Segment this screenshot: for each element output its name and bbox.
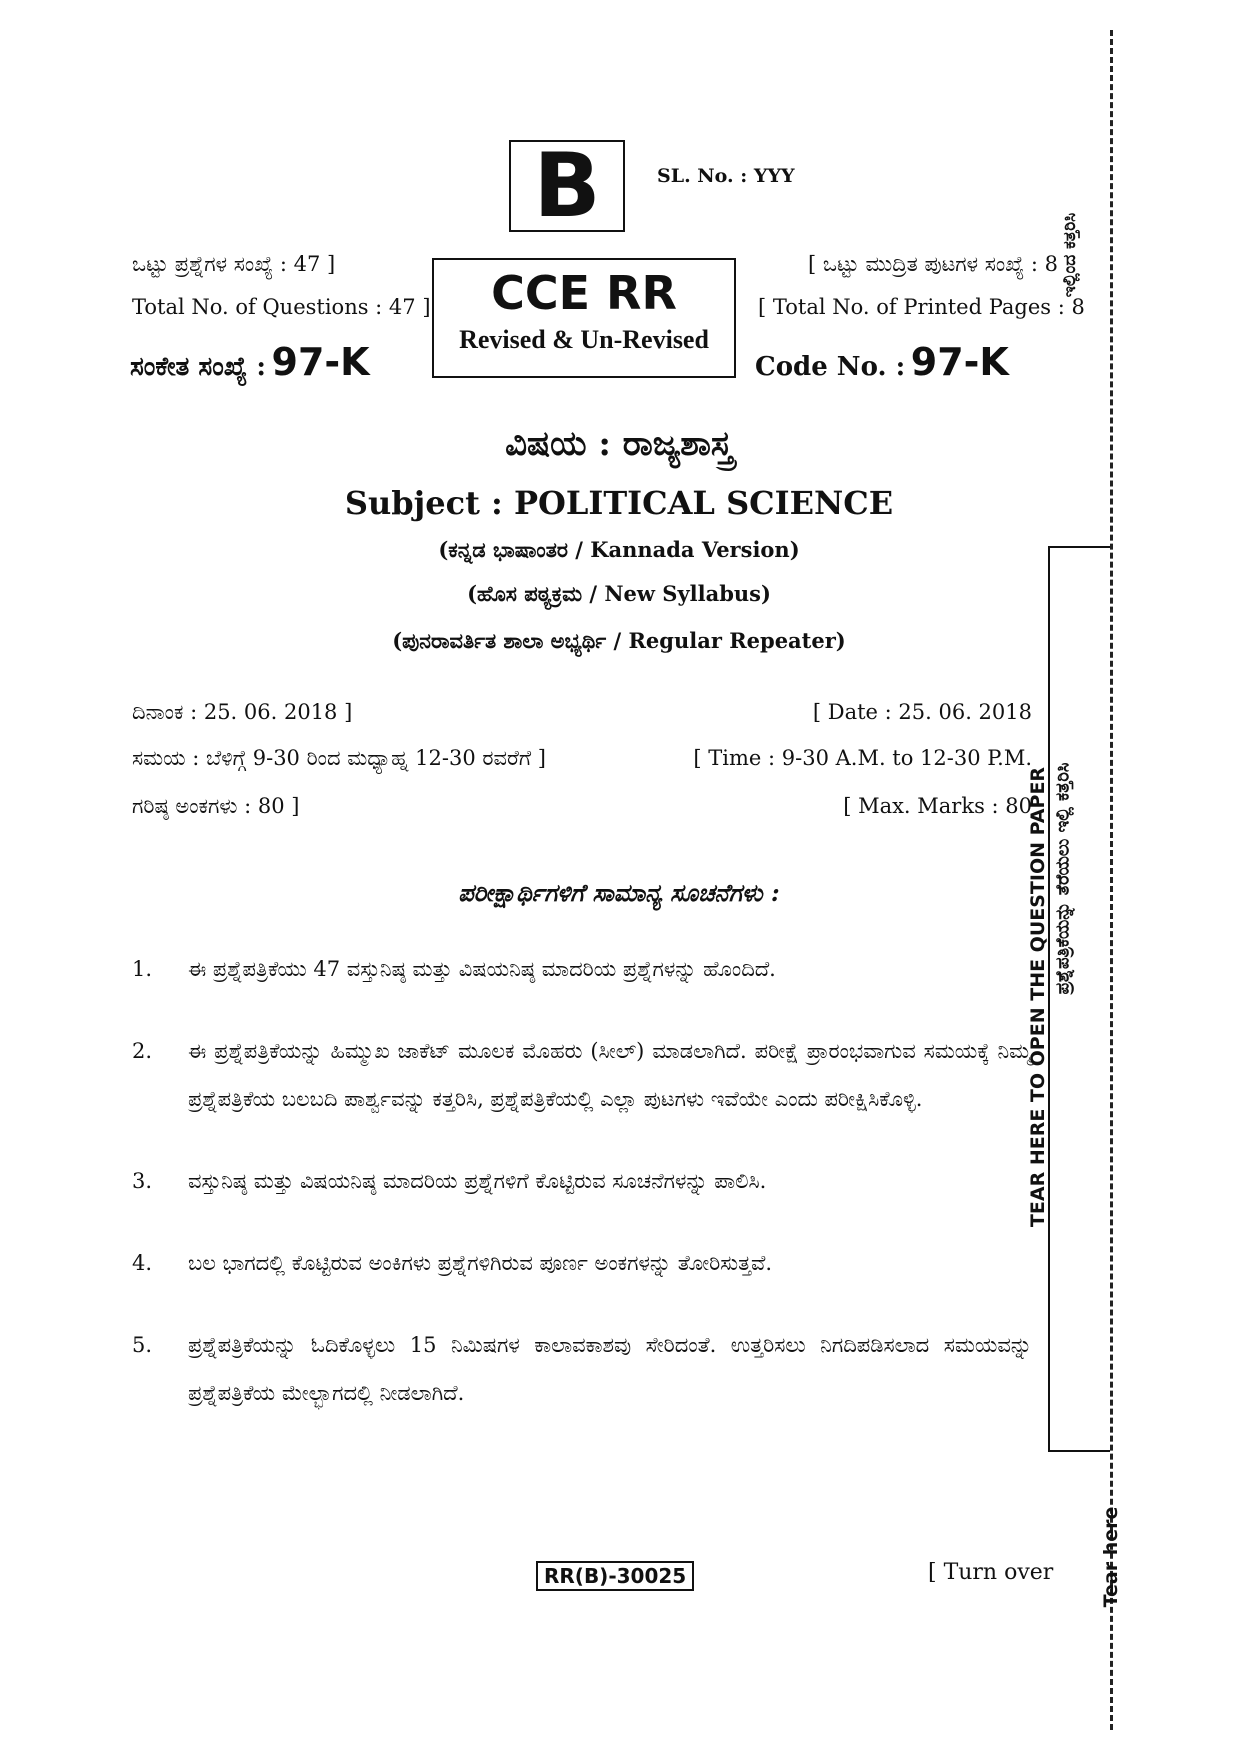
- turn-over-note: [ Turn over: [928, 1560, 1054, 1585]
- series-box: [509, 134, 625, 237]
- serial-number: SL. No. : YYY: [657, 165, 795, 187]
- exam-type-box: [432, 258, 736, 378]
- exam-type-subtitle: Revised & Un-Revised: [459, 324, 709, 354]
- paper-code: RR(B)-30025: [536, 1561, 694, 1591]
- instruction-item: [132, 1027, 1032, 1123]
- instruction-number: 5.: [132, 1333, 153, 1357]
- instruction-text: ಈ ಪ್ರಶ್ನೆಪತ್ರಿಕೆಯನ್ನು ಹಿಮ್ಮುಖ ಜಾಕೆಟ್ ಮೂಲಕ ಮೊಹರು (ಸೀಲ್) ಮಾಡಲಾಗಿದೆ. ಪರೀಕ್ಷೆ ಪ್ರಾರಂಭವಾಗುವ ಸಮಯಕ್ಕೆ ನಿಮ್ಮ ಪ್ರಶ್ನೆಪತ್ರಿಕೆಯ ಬಲಬದಿ ಪಾರ್ಶ್ವವನ್ನು ಕತ್ತರಿಸಿ, ಪ್ರಶ್ನೆಪತ್ರಿಕೆಯಲ್ಲಿ ಎಲ್ಲಾ ಪುಟಗಳು ಇವೆಯೇ ಎಂದು ಪರೀಕ್ಷಿಸಿಕೊಳ್ಳಿ.: [188, 1039, 1032, 1111]
- instruction-number: 3.: [132, 1169, 153, 1193]
- en-date: [ Date : 25. 06. 2018: [812, 700, 1032, 724]
- kn-code-number: [130, 340, 370, 384]
- kn-time: ಸಮಯ : ಬೆಳಿಗ್ಗೆ 9-30 ರಿಂದ ಮಧ್ಯಾಹ್ನ 12-30 ರವರೆಗೆ ]: [132, 746, 546, 770]
- instruction-item: [132, 1239, 1032, 1287]
- tear-dashed-line: [1110, 30, 1113, 1730]
- kn-code-value: 97-K: [271, 340, 370, 384]
- kn-total-pages: [ ಒಟ್ಟು ಮುದ್ರಿತ ಪುಟಗಳ ಸಂಖ್ಯೆ : 8: [807, 252, 1058, 276]
- en-time: [ Time : 9-30 A.M. to 12-30 P.M.: [693, 746, 1032, 770]
- instruction-item: [132, 945, 1032, 993]
- tear-instruction-kannada: ಪ್ರಶ್ನೆಪತ್ರಿಕೆಯನ್ನು ತೆರೆಯಲು ಇಲ್ಲಿ ಕತ್ತರಿಸಿ: [1052, 762, 1074, 995]
- en-total-questions: Total No. of Questions : 47 ]: [132, 295, 431, 319]
- kn-code-label: ಸಂಕೇತ ಸಂಖ್ಯೆ :: [130, 352, 266, 382]
- instruction-text: ಬಲ ಭಾಗದಲ್ಲಿ ಕೊಟ್ಟಿರುವ ಅಂಕಿಗಳು ಪ್ರಶ್ನೆಗಳಿಗಿರುವ ಪೂರ್ಣ ಅಂಕಗಳನ್ನು ತೋರಿಸುತ್ತವೆ.: [188, 1251, 773, 1275]
- instruction-text: ಈ ಪ್ರಶ್ನೆಪತ್ರಿಕೆಯು 47 ವಸ್ತುನಿಷ್ಠ ಮತ್ತು ವಿಷಯನಿಷ್ಠ ಮಾದರಿಯ ಪ್ರಶ್ನೆಗಳನ್ನು ಹೊಂದಿದೆ.: [188, 957, 776, 981]
- instruction-number: 1.: [132, 957, 153, 981]
- instruction-number: 2.: [132, 1039, 153, 1063]
- syllabus-line: (ಹೊಸ ಪಠ್ಯಕ್ರಮ / New Syllabus): [467, 581, 771, 606]
- instructions-heading: ಪರೀಕ್ಷಾರ್ಥಿಗಳಿಗೆ ಸಾಮಾನ್ಯ ಸೂಚನೆಗಳು :: [458, 878, 780, 907]
- kn-date: ದಿನಾಂಕ : 25. 06. 2018 ]: [132, 700, 353, 724]
- instruction-number: 4.: [132, 1251, 153, 1275]
- instruction-item: [132, 1157, 1032, 1205]
- en-code-value: 97-K: [910, 340, 1009, 384]
- tear-top-kannada: ಇಲ್ಲಿಂದ ಕತ್ತರಿಸಿ: [1060, 212, 1080, 298]
- candidate-line: (ಪುನರಾವರ್ತಿತ ಶಾಲಾ ಅಭ್ಯರ್ಥಿ / Regular Repeater): [392, 628, 846, 653]
- version-line: (ಕನ್ನಡ ಭಾಷಾಂತರ / Kannada Version): [438, 537, 800, 562]
- en-code-number: [755, 340, 1009, 384]
- instruction-text: ಪ್ರಶ್ನೆಪತ್ರಿಕೆಯನ್ನು ಓದಿಕೊಳ್ಳಲು 15 ನಿಮಿಷಗಳ ಕಾಲಾವಕಾಶವು ಸೇರಿದಂತೆ. ಉತ್ತರಿಸಲು ನಿಗದಿಪಡಿಸಲಾದ ಸಮಯವನ್ನು ಪ್ರಶ್ನೆಪತ್ರಿಕೆಯ ಮೇಲ್ಭಾಗದಲ್ಲಿ ನೀಡಲಾಗಿದೆ.: [188, 1333, 1032, 1405]
- tear-instruction-english: TEAR HERE TO OPEN THE QUESTION PAPER: [1027, 766, 1049, 1228]
- kn-total-questions: ಒಟ್ಟು ಪ್ರಶ್ನೆಗಳ ಸಂಖ್ಯೆ : 47 ]: [132, 252, 336, 276]
- en-total-pages: [ Total No. of Printed Pages : 8: [758, 295, 1085, 319]
- instruction-item: [132, 1321, 1032, 1417]
- kn-max-marks: ಗರಿಷ್ಠ ಅಂಕಗಳು : 80 ]: [132, 794, 300, 818]
- tear-here-label: Tear here: [1100, 1506, 1122, 1608]
- series-letter: B: [533, 134, 601, 237]
- instructions-list: [132, 945, 1032, 1451]
- en-code-label: Code No. :: [755, 352, 906, 382]
- subject-english: Subject : POLITICAL SCIENCE: [344, 484, 894, 522]
- exam-type-title: CCE RR: [491, 266, 677, 320]
- subject-kannada: ವಿಷಯ : ರಾಜ್ಯಶಾಸ್ತ್ರ: [505, 424, 733, 464]
- en-max-marks: [ Max. Marks : 80: [843, 794, 1032, 818]
- instruction-text: ವಸ್ತುನಿಷ್ಠ ಮತ್ತು ವಿಷಯನಿಷ್ಠ ಮಾದರಿಯ ಪ್ರಶ್ನೆಗಳಿಗೆ ಕೊಟ್ಟಿರುವ ಸೂಚನೆಗಳನ್ನು ಪಾಲಿಸಿ.: [188, 1169, 767, 1193]
